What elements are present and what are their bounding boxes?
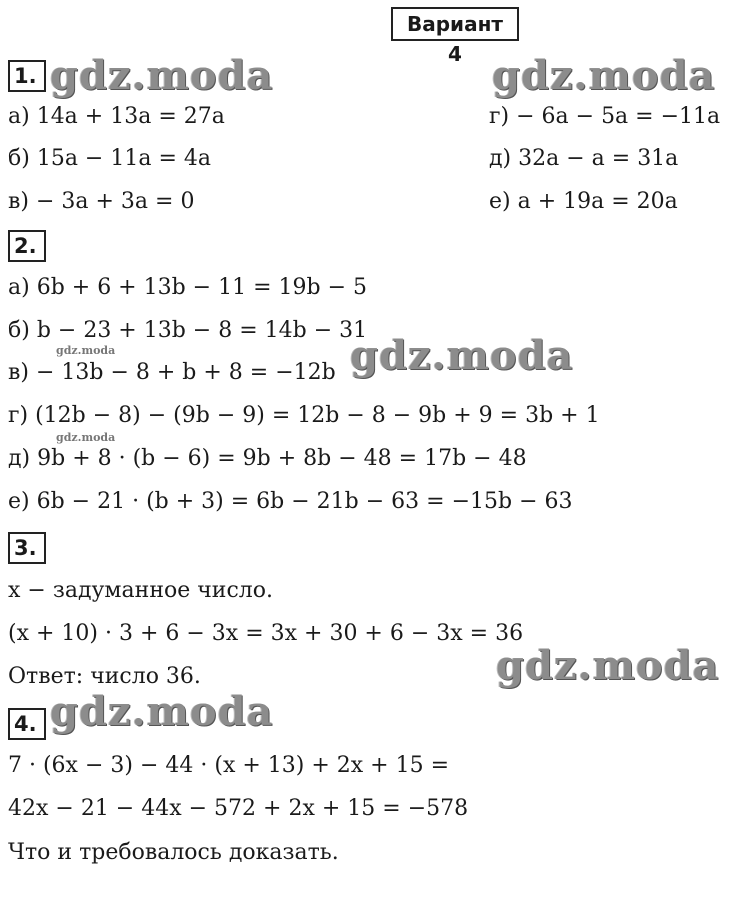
watermark: gdz.moda (50, 688, 274, 735)
watermark: gdz.moda (496, 642, 720, 689)
watermark: gdz.moda (350, 332, 574, 379)
task-2-line-v: в) − 13b − 8 + b + 8 = −12b (8, 360, 336, 385)
task-1-line-a: а) 14a + 13a = 27a (8, 104, 225, 129)
task-3-line-2: (x + 10) · 3 + 6 − 3x = 3x + 30 + 6 − 3x = 36 (8, 621, 524, 646)
task-1-line-g: г) − 6a − 5a = −11a (489, 104, 721, 129)
task-1-line-e: е) a + 19a = 20a (489, 189, 678, 214)
task-1-line-d: д) 32a − a = 31a (489, 146, 679, 171)
task-2-line-d: д) 9b + 8 · (b − 6) = 9b + 8b − 48 = 17b − 48 (8, 446, 527, 471)
task-4-conclusion: Что и требовалось доказать. (8, 840, 339, 865)
task-1-number: 1. (8, 60, 46, 92)
task-2-line-b: б) b − 23 + 13b − 8 = 14b − 31 (8, 318, 368, 343)
task-1-line-v: в) − 3a + 3a = 0 (8, 189, 195, 214)
task-3-number: 3. (8, 532, 46, 564)
task-4-number: 4. (8, 708, 46, 740)
variant-title: Вариант 4 (391, 7, 519, 41)
task-4-line-2: 42x − 21 − 44x − 572 + 2x + 15 = −578 (8, 796, 469, 821)
task-3-line-1: x − задуманное число. (8, 578, 273, 603)
task-1-line-b: б) 15a − 11a = 4a (8, 146, 211, 171)
task-2-line-e: е) 6b − 21 · (b + 3) = 6b − 21b − 63 = −15b − 63 (8, 489, 573, 514)
watermark: gdz.moda (56, 431, 116, 444)
watermark: gdz.moda (492, 52, 716, 99)
watermark: gdz.moda (50, 52, 274, 99)
task-2-line-g: г) (12b − 8) − (9b − 9) = 12b − 8 − 9b + 9 = 3b + 1 (8, 403, 600, 428)
task-2-number: 2. (8, 230, 46, 262)
task-3-answer: Ответ: число 36. (8, 664, 201, 689)
task-2-line-a: а) 6b + 6 + 13b − 11 = 19b − 5 (8, 275, 368, 300)
watermark: gdz.moda (56, 344, 116, 357)
task-4-line-1: 7 · (6x − 3) − 44 · (x + 13) + 2x + 15 = (8, 753, 450, 778)
